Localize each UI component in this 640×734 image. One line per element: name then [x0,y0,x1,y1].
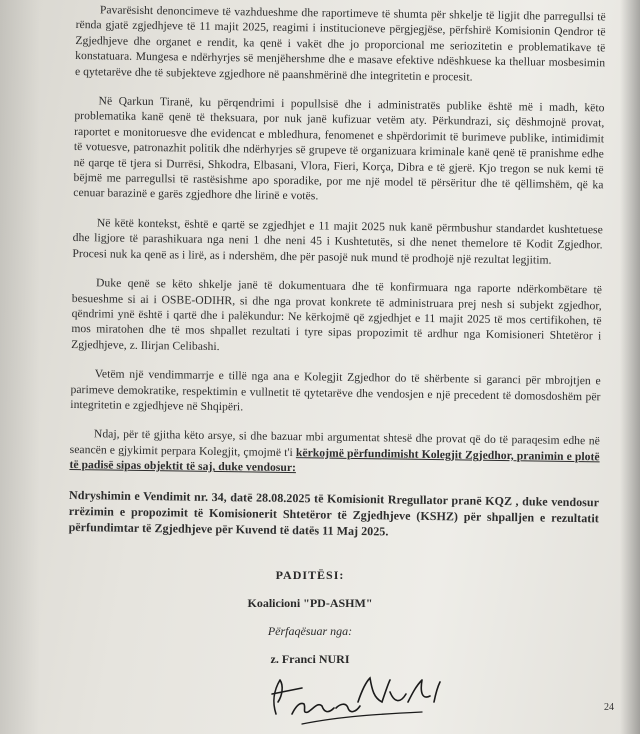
page-shadow-right [620,0,640,734]
plaintiff-organization: Koalicioni "PD-ASHM" [247,596,373,610]
page-shadow-left [0,0,40,734]
document-body [68,0,606,556]
signature-block [150,568,470,680]
request-intro: Ndaj, për të gjitha këto arsye, si dhe bazuar mbi argumentat shtesë dhe provat që do të paraqesim edhe në seancën e gjykimit perpara Kolegjit, çmojmë t'i [69,427,600,459]
paragraph-4: Duke qenë se këto shkelje janë të dokumentuara dhe të konfirmuara nga raporte ndërkombëtare të besueshme si ai i OSBE-ODIHR, si dhe nga provat konkrete të administruara prej nesh si subjekt zgjedhor, qëndrimi ynë është i qartë dhe i palëkundur: Ne kërkojmë që zgjedhjet e 11 majit 2025 të mos certifikohen, të mos miratohen dhe të mos shpallet rezultati i tyre sipas propozimit të ardhur nga Komisioneri Shtetëror i Zgjedhjeve, z. Ilirjan Celibashi. [71,276,603,353]
paragraph-1: Pavarësisht denoncimeve të vazhdueshme dhe raportimeve të shumta për shkelje të ligjit dhe parregullsi të rënda gjatë zgjedhjeve të 11 majit 2025, reagimi i institucioneve përgjegjëse, përfshirë Komisionin Qendror të Zgjedhjeve dhe organet e rendit, ka qenë i vakët dhe jo proporcional me seriozitetin e problematikave të konstatuara. Mungesa e ndërhyrjes së menjëhershme dhe e masave efektive ndëshkuese ka thelluar mosbesimin e qytetarëve dhe të subjekteve zgjedhore në paanshmërinë dhe integritetin e procesit. [74,3,606,84]
paragraph-5: Vetëm një vendimmarrje e tillë nga ana e Kolegjit Zgjedhor do të shërbente si garanci për mbrojtjen e parimeve demokratike, respektimin e vullnetit të qytetarëve dhe vendosjen e një precedent të domosdoshëm për integritetin e zgjedhjeve në Shqipëri. [70,367,601,414]
plaintiff-heading: PADITËSI: [275,568,345,582]
request-emphasis: kërkojmë përfundimisht Kolegjit Zgjedhor, pranimin e plotë të padisë sipas objektit të saj, duke vendosur: [69,445,600,475]
final-request: Ndryshimin e Vendimit nr. 34, datë 28.08.2025 të Komisionit Rregullator pranë KQZ , duke vendosur rrëzimin e propozimit të Komisionerit Shtetëror të Zgjedhjeve (KSHZ) për shpalljen e rezultatit përfundimtar të Zgjedhjeve për Kuvend të datës 11 Maj 2025. [68,487,600,538]
request-paragraph [69,426,600,480]
paragraph-3: Në këtë kontekst, është e qartë se zgjedhjet e 11 majit 2025 nuk kanë përmbushur standardet kushtetuese dhe ligjore të parashikuara nga neni 1 dhe neni 45 i Kushtetutës, si dhe nenet themelore të Kodit Zgjedhor. Procesi nuk ka qenë as i lirë, as i ndershëm, dhe për pasojë nuk mund të prodhojë një rezultat legjitim. [72,216,603,267]
represented-by-label: Përfaqësuar nga: [267,624,353,638]
page-number: 24 [604,702,614,713]
paragraph-2: Në Qarkun Tiranë, ku përqendrimi i popullsisë dhe i administratës publike është më i madh, këto problematika kanë qenë të theksuara, por nuk janë kufizuar vetëm aty. Përkundrazi, siç dëshmojnë provat, raportet e monitoruesve dhe evidencat e mbledhura, fenomenet e shpërdorimit të burimeve publike, intimidimit të votuesve, patronazhit politik dhe ndërhyrjes së grupeve të organizuara kriminale kanë qenë të pranishme edhe në qarqe të tjera si Durrësi, Shkodra, Elbasani, Vlora, Fieri, Korça, Dibra e të gjerë. Kjo tregon se nuk kemi të bëjmë me parregullsi të rastësishme apo sporadike, por me një model të përsëritur dhe të qëllimshëm, që ka cenuar barazinë e garës zgjedhore dhe lirinë e votës. [73,94,605,203]
representative-name: z. Franci NURI [270,652,350,666]
handwritten-signature [262,672,462,732]
